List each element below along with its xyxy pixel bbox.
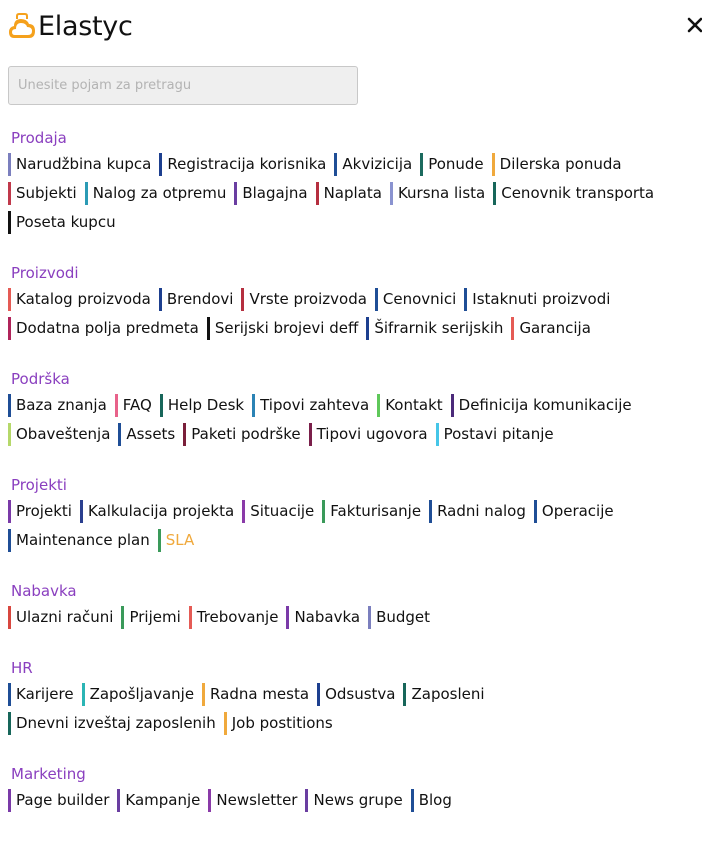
menu-item[interactable]: Zaposleni	[403, 683, 484, 706]
menu-item[interactable]: Definicija komunikacije	[451, 394, 632, 417]
menu-item[interactable]: Cenovnik transporta	[493, 182, 654, 205]
menu-item[interactable]: Obaveštenja	[8, 423, 110, 446]
section-title: Podrška	[11, 370, 70, 388]
menu-item[interactable]: Tipovi ugovora	[309, 423, 428, 446]
section-nabavka	[8, 581, 698, 635]
menu-item[interactable]: Radna mesta	[202, 683, 309, 706]
menu-item[interactable]: Prijemi	[121, 606, 180, 629]
menu-item[interactable]: Paketi podrške	[183, 423, 300, 446]
section-items	[8, 394, 698, 452]
section-title: Prodaja	[11, 129, 67, 147]
header	[8, 10, 132, 42]
menu-item[interactable]: Kontakt	[377, 394, 442, 417]
section-proizvodi	[8, 263, 698, 346]
menu-item[interactable]: Dnevni izveštaj zaposlenih	[8, 712, 216, 735]
menu-item[interactable]: Karijere	[8, 683, 74, 706]
menu-item[interactable]: SLA	[158, 529, 194, 552]
section-prodaja	[8, 128, 698, 240]
menu-item[interactable]: Kursna lista	[390, 182, 485, 205]
section-title: HR	[11, 659, 33, 677]
close-icon[interactable]	[684, 14, 702, 36]
section-hr	[8, 658, 698, 741]
section-title: Nabavka	[11, 582, 77, 600]
menu-item[interactable]: Trebovanje	[189, 606, 279, 629]
menu-item[interactable]: Situacije	[242, 500, 314, 523]
menu-item[interactable]: Garancija	[511, 317, 590, 340]
menu-item[interactable]: Akvizicija	[334, 153, 412, 176]
section-marketing	[8, 764, 698, 818]
section-items	[8, 500, 698, 558]
section-items	[8, 683, 698, 741]
menu-item[interactable]: Šifrarnik serijskih	[366, 317, 503, 340]
menu-item[interactable]: Nabavka	[286, 606, 360, 629]
menu-item[interactable]: Help Desk	[160, 394, 244, 417]
menu-item[interactable]: Page builder	[8, 789, 109, 812]
menu-item[interactable]: Serijski brojevi deff	[207, 317, 359, 340]
section-title: Marketing	[11, 765, 86, 783]
menu-item[interactable]: Istaknuti proizvodi	[464, 288, 610, 311]
menu-item[interactable]: Dodatna polja predmeta	[8, 317, 199, 340]
menu-item[interactable]: Zapošljavanje	[82, 683, 194, 706]
menu-item[interactable]: Odsustva	[317, 683, 395, 706]
menu-item[interactable]: Vrste proizvoda	[241, 288, 366, 311]
section-title: Proizvodi	[11, 264, 79, 282]
menu-item[interactable]: Fakturisanje	[322, 500, 421, 523]
menu-item[interactable]: Baza znanja	[8, 394, 107, 417]
menu-item[interactable]: Nalog za otpremu	[85, 182, 227, 205]
menu-item[interactable]: Job postitions	[224, 712, 333, 735]
menu-item[interactable]: Assets	[118, 423, 175, 446]
section-title: Projekti	[11, 476, 67, 494]
menu-item[interactable]: Kampanje	[117, 789, 200, 812]
menu-item[interactable]: Blog	[411, 789, 452, 812]
menu-item[interactable]: Cenovnici	[375, 288, 456, 311]
menu-item[interactable]: Subjekti	[8, 182, 77, 205]
menu-item[interactable]: Blagajna	[234, 182, 307, 205]
menu-item[interactable]: Radni nalog	[429, 500, 526, 523]
section-items	[8, 153, 698, 240]
menu-item[interactable]: Newsletter	[208, 789, 297, 812]
section-items	[8, 288, 698, 346]
menu-item[interactable]: Maintenance plan	[8, 529, 150, 552]
menu-item[interactable]: Budget	[368, 606, 430, 629]
menu-item[interactable]: Kalkulacija projekta	[80, 500, 234, 523]
menu-item[interactable]: Registracija korisnika	[159, 153, 326, 176]
menu-item[interactable]: Postavi pitanje	[436, 423, 554, 446]
menu-item[interactable]: Naplata	[316, 182, 382, 205]
menu-item[interactable]: Ulazni računi	[8, 606, 113, 629]
menu-item[interactable]: Poseta kupcu	[8, 211, 116, 234]
cloud-briefcase-icon	[8, 13, 36, 39]
menu-sections	[8, 128, 698, 841]
menu-item[interactable]: Dilerska ponuda	[492, 153, 622, 176]
section-items	[8, 606, 698, 635]
search-input[interactable]	[8, 66, 358, 105]
menu-item[interactable]: Katalog proizvoda	[8, 288, 151, 311]
menu-item[interactable]: Tipovi zahteva	[252, 394, 369, 417]
menu-item[interactable]: Brendovi	[159, 288, 234, 311]
menu-item[interactable]: News grupe	[305, 789, 402, 812]
section-projekti	[8, 475, 698, 558]
menu-item[interactable]: FAQ	[115, 394, 152, 417]
menu-item[interactable]: Projekti	[8, 500, 72, 523]
menu-item[interactable]: Operacije	[534, 500, 614, 523]
menu-item[interactable]: Ponude	[420, 153, 483, 176]
section-podrška	[8, 369, 698, 452]
menu-item[interactable]: Narudžbina kupca	[8, 153, 151, 176]
section-items	[8, 789, 698, 818]
brand-name: Elastyc	[38, 10, 133, 42]
